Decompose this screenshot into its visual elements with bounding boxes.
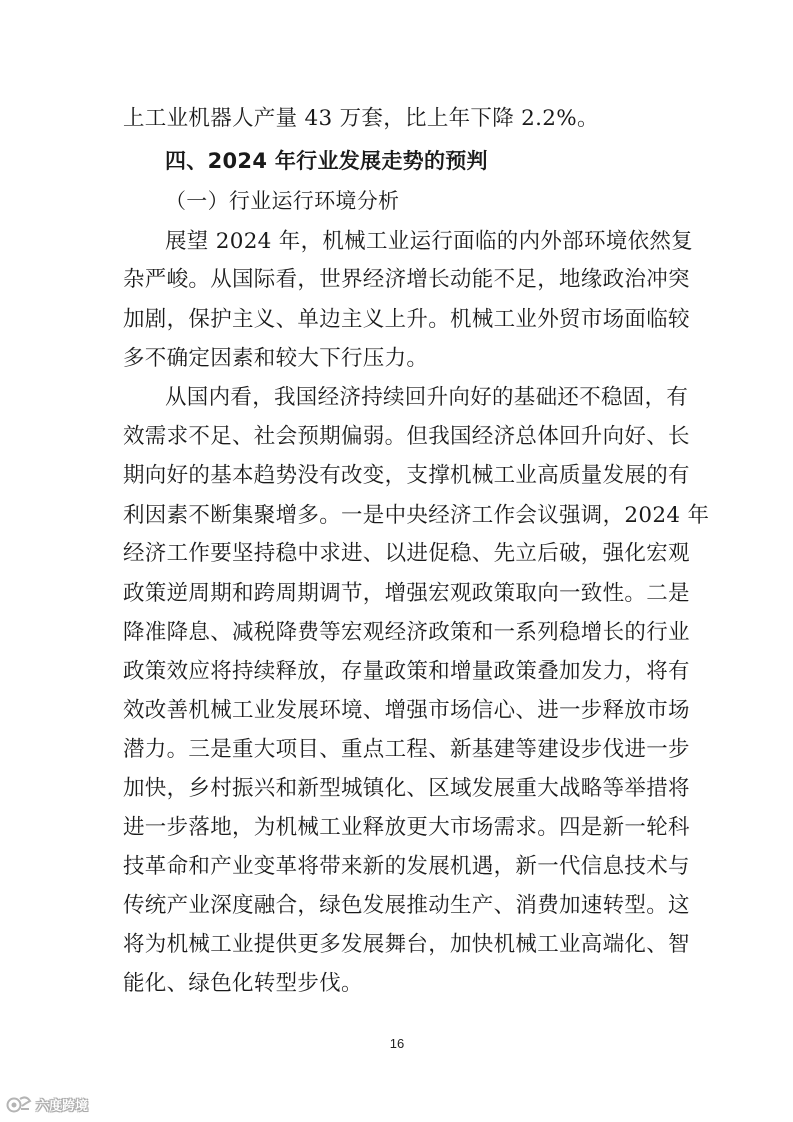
body-text-line: 多不确定因素和较大下行压力。 — [123, 346, 429, 371]
body-text-line: 技革命和产业变革将带来新的发展机遇，新一代信息技术与 — [123, 854, 690, 879]
watermark-text: 六度跨境 — [36, 1098, 89, 1114]
body-text-line: 期向好的基本趋势没有改变，支撑机械工业高质量发展的有 — [123, 463, 690, 488]
body-text-line: 经济工作要坚持稳中求进、以进促稳、先立后破，强化宏观 — [123, 541, 690, 566]
body-text-line: 政策效应将持续释放，存量政策和增量政策叠加发力，将有 — [123, 659, 690, 684]
body-text-line: 潜力。三是重大项目、重点工程、新基建等建设步伐进一步 — [123, 737, 690, 762]
section-heading: 四、2024 年行业发展走势的预判 — [165, 149, 488, 173]
body-text-line: 加剧，保护主义、单边主义上升。机械工业外贸市场面临较 — [123, 307, 690, 332]
body-text-line: 效需求不足、社会预期偏弱。但我国经济总体回升向好、长 — [123, 424, 690, 449]
body-text-line: 传统产业深度融合，绿色发展推动生产、消费加速转型。这 — [123, 893, 690, 918]
page-number: 16 — [389, 1036, 405, 1051]
body-text-line: 效改善机械工业发展环境、增强市场信心、进一步释放市场 — [123, 698, 690, 723]
watermark — [6, 1093, 88, 1115]
body-text-line: 进一步落地，为机械工业释放更大市场需求。四是新一轮科 — [123, 815, 690, 840]
body-text-line: 加快，乡村振兴和新型城镇化、区域发展重大战略等举措将 — [123, 776, 690, 801]
body-text-line: 政策逆周期和跨周期调节，增强宏观政策取向一致性。二是 — [123, 581, 690, 606]
six-degrees-logo-icon — [6, 1093, 32, 1115]
subsection-heading: （一）行业运行环境分析 — [165, 189, 400, 213]
body-text-line: 展望 2024 年，机械工业运行面临的内外部环境依然复 — [165, 229, 693, 254]
body-text-line: 降准降息、减税降费等宏观经济政策和一系列稳增长的行业 — [123, 620, 690, 645]
body-text-line: 能化、绿色化转型步伐。 — [123, 971, 363, 996]
body-text-line: 利因素不断集聚增多。一是中央经济工作会议强调，2024 年 — [123, 503, 710, 528]
body-text-line: 上工业机器人产量 43 万套，比上年下降 2.2%。 — [123, 106, 599, 131]
body-text-line: 杂严峻。从国际看，世界经济增长动能不足，地缘政治冲突 — [123, 267, 690, 292]
body-text-line: 将为机械工业提供更多发展舞台，加快机械工业高端化、智 — [123, 932, 690, 957]
body-text-line: 从国内看，我国经济持续回升向好的基础还不稳固，有 — [165, 385, 689, 410]
